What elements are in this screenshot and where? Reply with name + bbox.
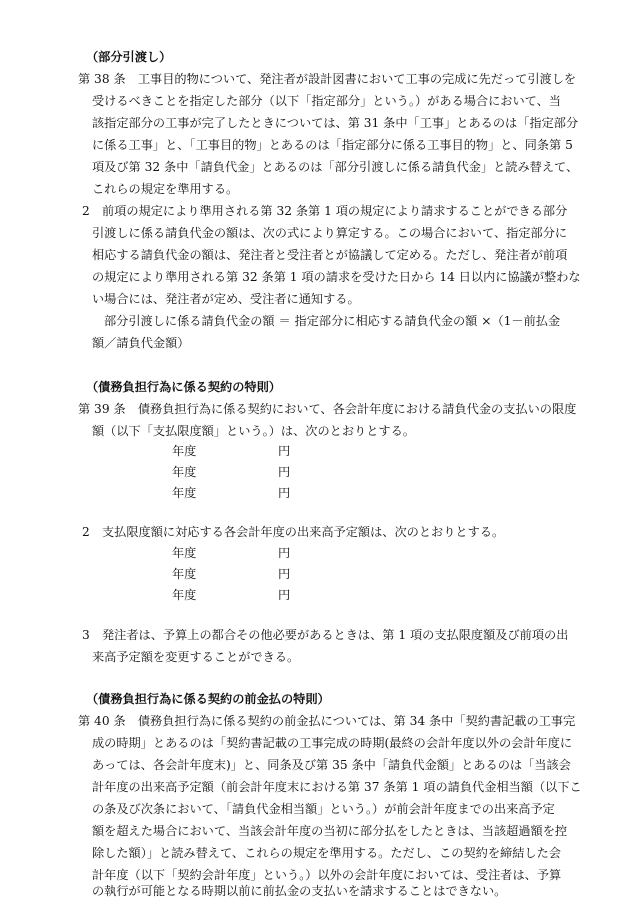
formula-line: 額／請負代金額）: [92, 336, 190, 350]
table2-yen: 円: [278, 546, 291, 560]
table2-year: 年度: [172, 567, 197, 581]
article-38-line: 項及び第 32 条中「請負代金」とあるのは「部分引渡しに係る請負代金」と読み替えて、: [92, 160, 579, 174]
article-38-para2-line: 2 前項の規定により準用される第 32 条第 1 項の規定により請求することができる部分: [82, 204, 568, 218]
article-38-line: これらの規定を準用する。: [92, 182, 239, 196]
article-39-para2: 2 支払限度額に対応する各会計年度の出来高予定額は、次のとおりとする。: [82, 525, 505, 539]
table1-yen: 円: [278, 486, 291, 500]
article-40-line: 除した額）」と読み替えて、これらの規定を準用する。ただし、この契約を締結した会: [92, 846, 561, 860]
table1-yen: 円: [278, 465, 291, 479]
table2-yen: 円: [278, 567, 291, 581]
article-40-line: 成の時期」とあるのは「契約書記載の工事完成の時期(最終の会計年度以外の会計年度に: [92, 736, 573, 750]
article-38-line: 該指定部分の工事が完了したときについては、第 31 条中「工事」とあるのは「指定部分: [92, 116, 579, 130]
article-38-heading: （部分引渡し）: [86, 50, 172, 64]
table2-year: 年度: [172, 588, 197, 602]
table2-year: 年度: [172, 546, 197, 560]
table1-year: 年度: [172, 486, 197, 500]
article-40-line: 計年度（以下「契約会計年度」という。）以外の会計年度においては、受注者は、予算: [92, 868, 562, 882]
article-38-para2-line: い場合には、発注者が定め、受注者に通知する。: [92, 292, 360, 306]
article-39-line: 額（以下「支払限度額」という。）は、次のとおりとする。: [92, 424, 415, 438]
table1-yen: 円: [278, 444, 291, 458]
article-39-para3-line: 3 発注者は、予算上の都合その他必要があるときは、第 1 項の支払限度額及び前項の出: [82, 628, 569, 642]
article-38-para2-line: 相応する請負代金の額は、発注者と受注者とが協議して定める。ただし、発注者が前項: [92, 248, 568, 262]
article-39-heading: （債務負担行為に係る契約の特則）: [86, 380, 281, 394]
table1-year: 年度: [172, 465, 197, 479]
article-40-line: 第 40 条 債務負担行為に係る契約の前金払については、第 34 条中「契約書記載の工事完: [78, 714, 576, 728]
formula-line: 部分引渡しに係る請負代金の額 ＝ 指定部分に相応する請負代金の額 ×（1－前払金: [104, 314, 561, 328]
article-40-line: あっては、各会計年度末)」と、同条及び第 35 条中「請負代金額」とあるのは「当該会: [92, 758, 571, 772]
table2-yen: 円: [278, 588, 291, 602]
table1-year: 年度: [172, 444, 197, 458]
article-40-line: の条及び次条において、「請負代金相当額」という。）が前会計年度までの出来高予定: [92, 802, 555, 816]
article-40-line: 計年度の出来高予定額（前会計年度末における第 37 条第 1 項の請負代金相当額（以下こ: [92, 780, 582, 794]
article-40-heading: （債務負担行為に係る契約の前金払の特則）: [86, 692, 330, 706]
article-38-line: 第 38 条 工事目的物について、発注者が設計図書において工事の完成に先だって引渡しを: [78, 72, 577, 86]
article-40-line: の執行が可能となる時期以前に前払金の支払いを請求することはできない。: [92, 884, 507, 898]
article-39-para3-line: 来高予定額を変更することができる。: [92, 650, 300, 664]
article-39-line: 第 39 条 債務負担行為に係る契約において、各会計年度における請負代金の支払いの限度: [78, 402, 577, 416]
article-38-line: に係る工事」と、「工事目的物」とあるのは「指定部分に係る工事目的物」と、同条第 5: [92, 138, 573, 152]
article-38-para2-line: の規定により準用される第 32 条第 1 項の請求を受けた日から 14 日以内に協議が整わな: [92, 270, 581, 284]
article-40-line: 額を超えた場合において、当該会計年度の当初に部分払をしたときは、当該超過額を控: [92, 824, 568, 838]
article-38-line: 受けるべきことを指定した部分（以下「指定部分」という。）がある場合において、当: [92, 94, 561, 108]
article-38-para2-line: 引渡しに係る請負代金の額は、次の式により算定する。この場合において、指定部分に: [92, 226, 568, 240]
